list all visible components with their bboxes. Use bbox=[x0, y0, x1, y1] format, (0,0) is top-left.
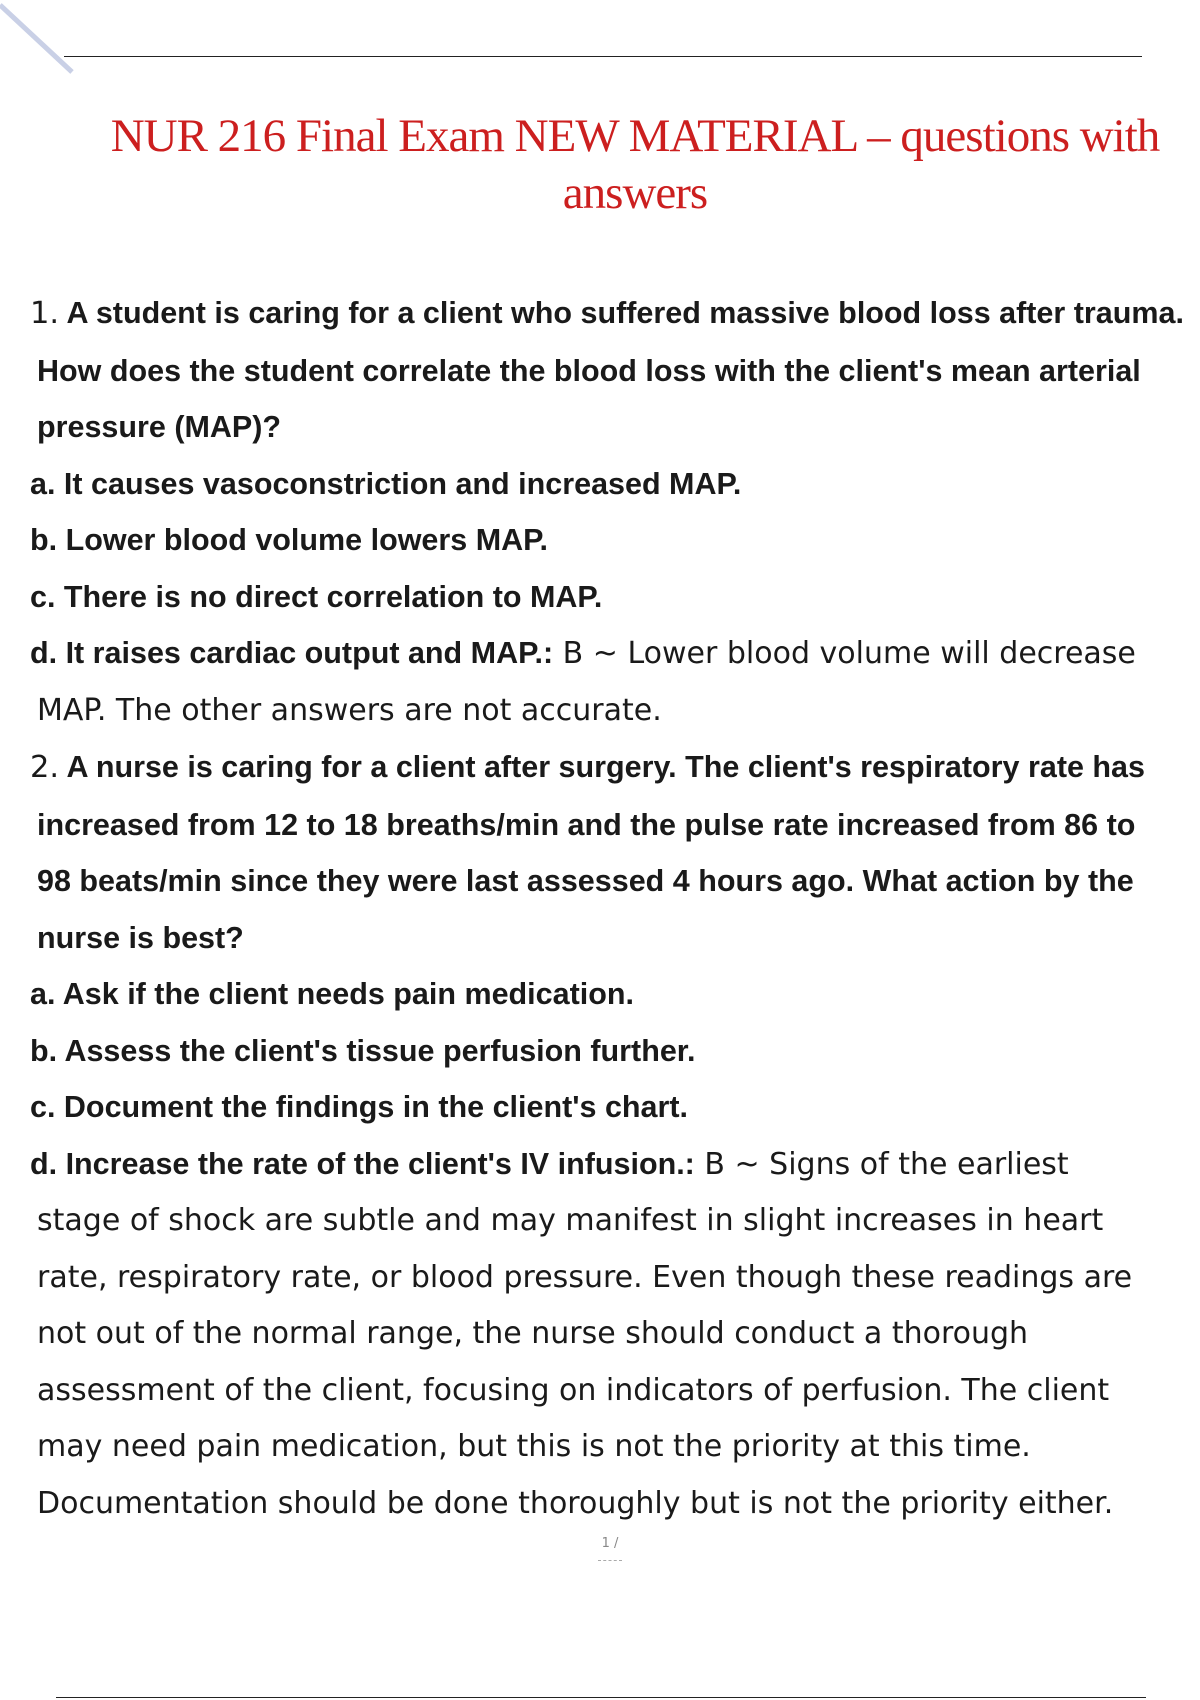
rationale-line: stage of shock are subtle and may manifest in slight increases in heart bbox=[37, 1203, 1104, 1238]
rationale-line: not out of the normal range, the nurse should conduct a thorough bbox=[37, 1316, 1029, 1351]
option-c: c. There is no direct correlation to MAP. bbox=[30, 579, 603, 614]
rationale-line: Documentation should be done thoroughly but is not the priority either. bbox=[37, 1485, 1114, 1521]
title-line-2: answers bbox=[562, 167, 708, 219]
rationale-line: assessment of the client, focusing on indicators of perfusion. The client bbox=[37, 1372, 1110, 1408]
question-number: 1. bbox=[30, 296, 60, 331]
title-line-1: NUR 216 Final Exam NEW MATERIAL – questions with bbox=[110, 110, 1160, 162]
questions-body bbox=[30, 285, 1200, 1532]
question-stem-line: increased from 12 to 18 breaths/min and the pulse rate increased from 86 to bbox=[37, 807, 1136, 842]
option-a: a. It causes vasoconstriction and increased MAP. bbox=[30, 466, 742, 501]
document-title bbox=[40, 108, 1200, 222]
rationale-line: may need pain medication, but this is not the priority at this time. bbox=[37, 1429, 1031, 1464]
question-1 bbox=[30, 285, 1200, 739]
option-d-with-answer bbox=[30, 1136, 1200, 1194]
option-a: a. Ask if the client needs pain medication. bbox=[30, 977, 634, 1011]
page-number-underline bbox=[598, 1560, 622, 1561]
page-number: 1 / bbox=[601, 1536, 619, 1551]
header-rule bbox=[64, 56, 1142, 57]
question-stem-line: nurse is best? bbox=[37, 920, 244, 955]
question-stem-text: A student is caring for a client who suffered massive blood loss after trauma. bbox=[66, 296, 1184, 330]
rationale-line: rate, respiratory rate, or blood pressure. Even though these readings are bbox=[37, 1259, 1133, 1295]
question-2 bbox=[30, 739, 1200, 1532]
answer-key: B ~ Lower blood volume will decrease bbox=[553, 636, 1136, 671]
option-b: b. Assess the client's tissue perfusion further. bbox=[30, 1033, 696, 1068]
option-c: c. Document the findings in the client's chart. bbox=[30, 1090, 688, 1124]
rationale-line: MAP. The other answers are not accurate. bbox=[37, 692, 662, 728]
question-stem-line: 98 beats/min since they were last assessed 4 hours ago. What action by the bbox=[37, 864, 1134, 898]
footer-rule bbox=[56, 1697, 1146, 1698]
option-d-with-answer bbox=[30, 625, 1200, 683]
option-b: b. Lower blood volume lowers MAP. bbox=[30, 523, 549, 557]
question-stem-line bbox=[30, 739, 1200, 797]
page-curl-decoration bbox=[0, 0, 90, 90]
option-d: d. It raises cardiac output and MAP.: bbox=[30, 636, 554, 670]
question-stem-line: How does the student correlate the blood loss with the client's mean arterial bbox=[37, 353, 1141, 388]
question-stem-line: pressure (MAP)? bbox=[37, 410, 282, 444]
option-d: d. Increase the rate of the client's IV infusion.: bbox=[30, 1146, 695, 1181]
question-stem-text: A nurse is caring for a client after surgery. The client's respiratory rate has bbox=[66, 750, 1145, 784]
question-stem-line bbox=[30, 285, 1200, 343]
answer-key: B ~ Signs of the earliest bbox=[694, 1146, 1069, 1182]
question-number: 2. bbox=[30, 750, 60, 785]
